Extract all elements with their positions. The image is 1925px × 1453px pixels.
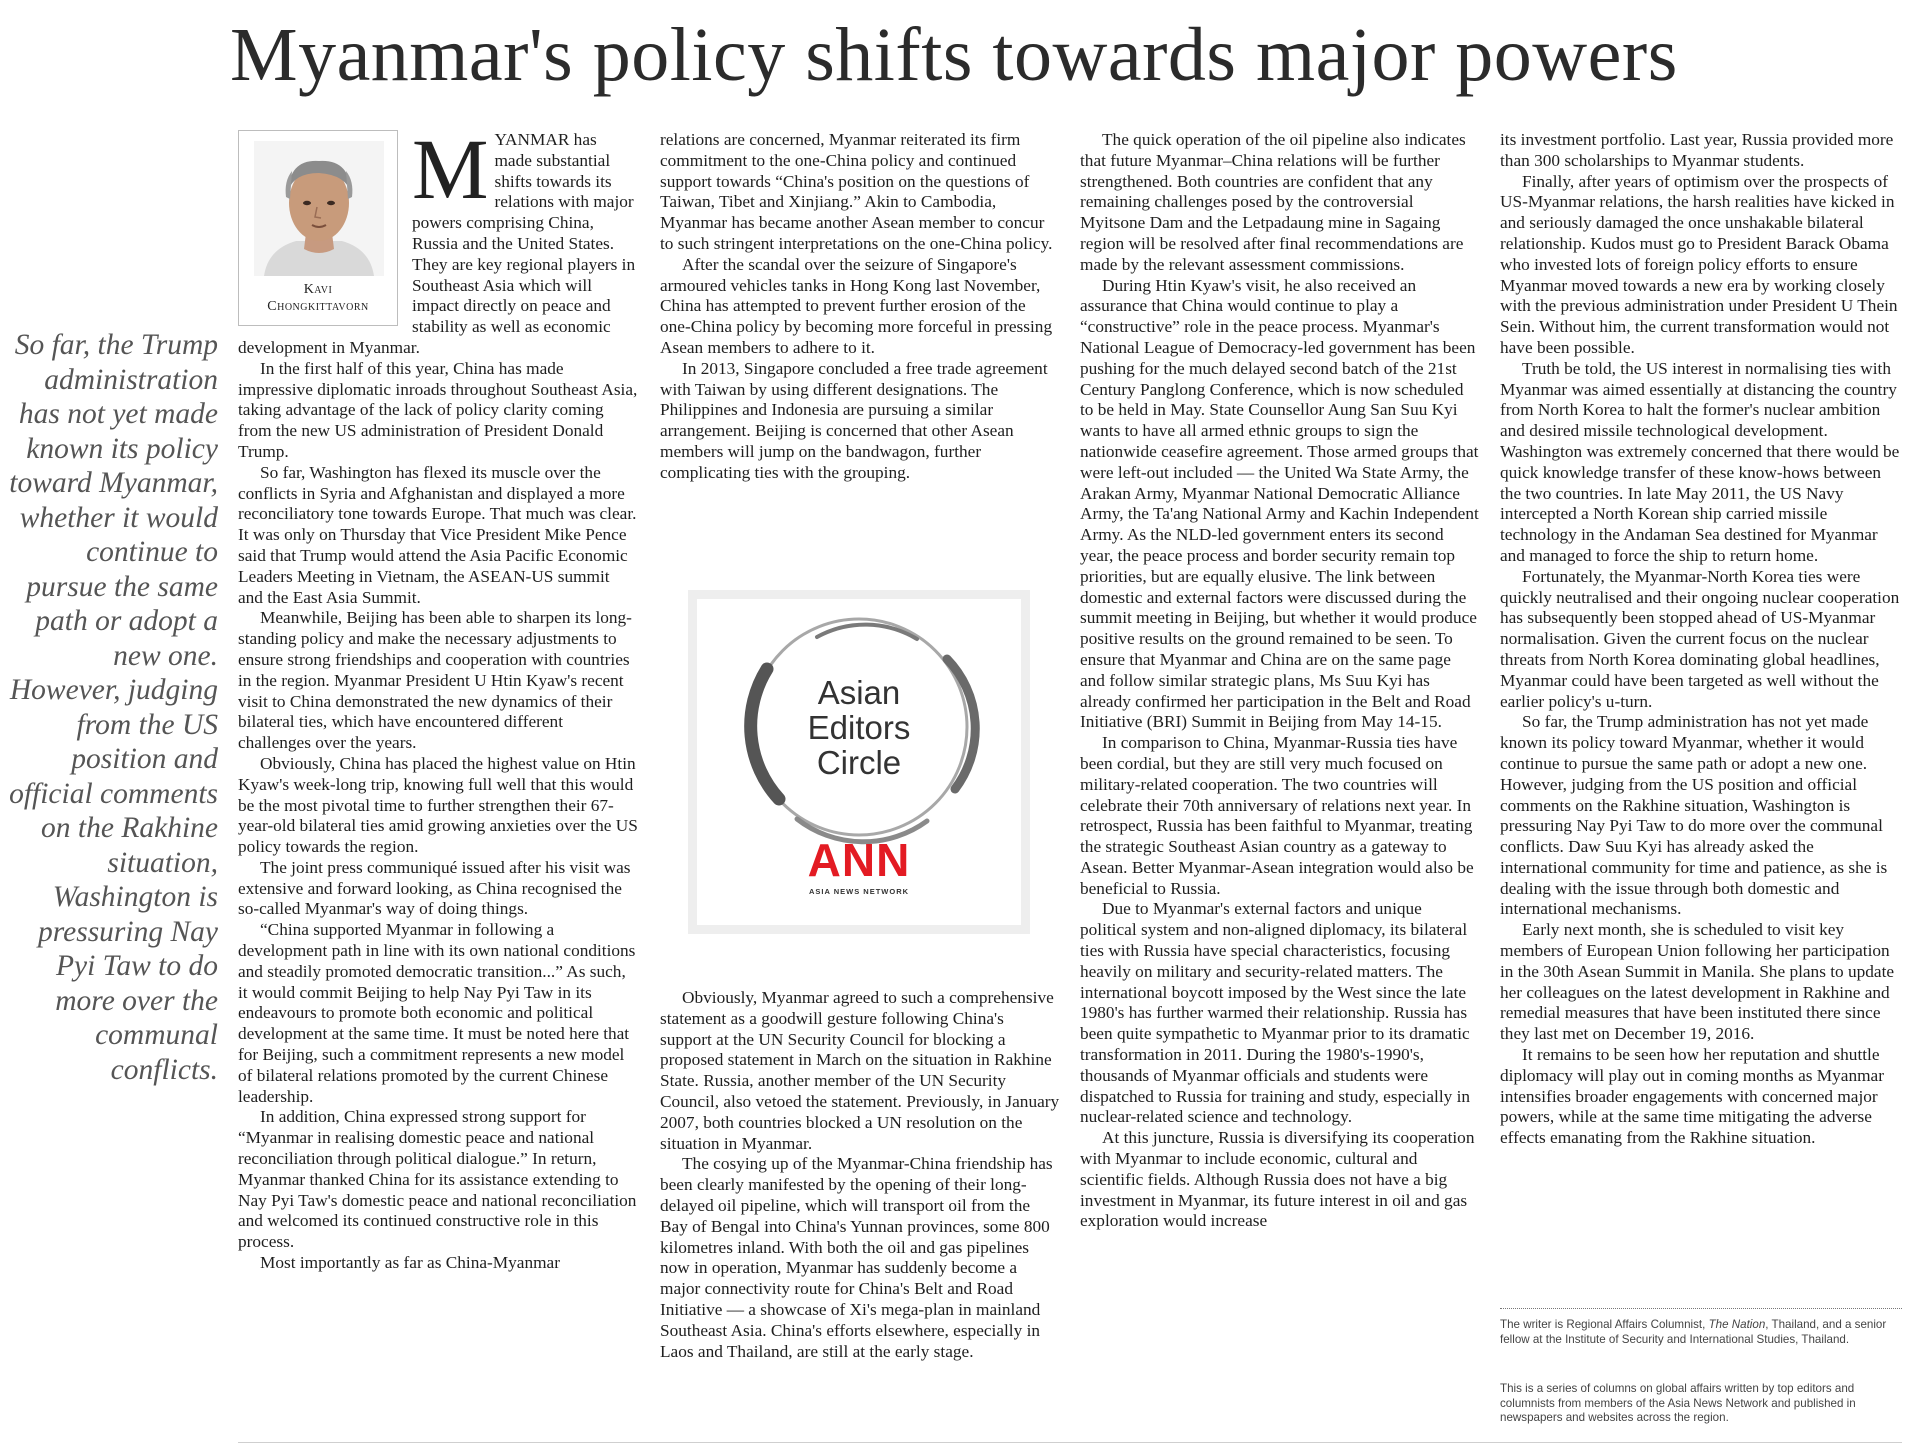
logo-text-line-1: Asian [817,674,901,711]
paragraph: Truth be told, the US interest in normalising ties with Myanmar was aimed essentially at distancing the country from North Korea to halt the former's nuclear ambition and desired missile technological development. Washington was extremely concerned that there would be quick knowledge transfer of these know-hows between the two countries. In late May 2011, the US Navy intercepted a North Korean ship carried missile technology in the Andaman Sea destined for Myanmar and managed to force the ship to return home. [1500,358,1900,565]
ann-logo-mark: ANN [807,834,911,886]
author-portrait [238,130,398,326]
paragraph: So far, the Trump administration has not yet made known its policy toward Myanmar, whether it would continue to pursue the same path or adopt a new one. However, judging from the US position and official comments on the Rakhine situation, Washington is pressuring Nay Pyi Taw to do more over the communal conflicts. Daw Suu Kyi has already asked the international community for time and patience, as she is dealing with the issue through both domestic and international mechanisms. [1500,712,1888,919]
paragraph: its investment portfolio. Last year, Russia provided more than 300 scholarships to Myanmar students. [1500,130,1894,170]
paragraph: The joint press communiqué issued after his visit was extensive and forward looking, as China recognised the so-called Myanmar's way of doing things. [238,857,631,919]
publication-name: The Nation [1708,1318,1766,1331]
paragraph: Obviously, Myanmar agreed to such a comprehensive statement as a goodwill gesture following China's support at the UN Security Council for blocking a proposed statement in March on the situation in Rakhine State. Russia, another member of the UN Security Council, also vetoed the statement. Previously, in January 2007, both countries blocked a UN resolution on the situation in Myanmar. [660,988,1060,1153]
headline: Myanmar's policy shifts towards major powers [230,13,1678,97]
article-column-4 [1500,130,1902,1149]
writer-footnote-text: The writer is Regional Affairs Columnist, [1500,1318,1709,1331]
logo-text-line-3: Circle [816,744,902,781]
paragraph: YANMAR has made substantial shifts towards its relations with major powers comprising China, Russia and the United States. They are key regional players in Southeast Asia which will impact directly on peace and stability as well as economic development in Myanmar. [238,130,636,357]
paragraph: Obviously, China has placed the highest value on Htin Kyaw's week-long trip, knowing full well that this would be the most pivotal time to further strengthen their 67-year-old bilateral ties amid growing anxieties over the US policy towards the region. [238,753,638,857]
article-column-2 [660,130,1060,484]
drop-cap: M [412,121,489,217]
ann-logo-subtitle: ASIA NEWS NETWORK [808,887,910,896]
paragraph: Meanwhile, Beijing has been able to sharpen its long-standing policy and make the necessary adjustments to ensure strong friendships and cooperation with countries in the region. Myanmar President U Htin Kyaw's recent visit to China demonstrated the new dynamics of their bilateral ties, which have encountered different challenges over the years. [238,608,632,753]
paragraph: relations are concerned, Myanmar reiterated its firm commitment to the one-China policy and continued support towards “China's position on the questions of Taiwan, Tibet and Xinjiang.” Akin to Cambodia, Myanmar has became another Asean member to concur to such stringent interpretations on the one-China policy. [660,130,1053,253]
paragraph: Fortunately, the Myanmar-North Korea ties were quickly neutralised and their ongoing nuclear cooperation has subsequently been stopped ahead of US-Myanmar normalisation. Given the current focus on the nuclear threats from North Korea dominating global headlines, Myanmar could have been targeted as well without the earlier policy's u-turn. [1500,566,1900,711]
paragraph: In addition, China expressed strong support for “Myanmar in realising domestic peace and national reconciliation through political dialogue.” In return, Myanmar thanked China for its assistance extending to Nay Pyi Taw's domestic peace and national reconciliation and welcomed its continued constructive role in this process. [238,1107,637,1252]
article-column-3 [1080,130,1480,1232]
paragraph: It remains to be seen how her reputation and shuttle diplomacy will play out in coming months as Myanmar intensifies broader engagements with concerned major powers, while at the same time mitigating the adverse effects emanating from the Rakhine situation. [1500,1045,1884,1148]
paragraph: In 2013, Singapore concluded a free trade agreement with Taiwan by using different designations. The Philippines and Indonesia are pursuing a similar arrangement. Beijing is concerned that other Asean members will jump on the bandwagon, further complicating ties with the grouping. [660,358,1048,482]
asian-editors-circle-logo [688,590,1030,934]
paragraph: So far, Washington has flexed its muscle over the conflicts in Syria and Afghanistan and displayed a more reconciliatory tone towards Europe. That much was clear. It was only on Thursday that Vice President Mike Pence said that Trump would attend the Asia Pacific Economic Leaders Meeting in Vietnam, the ASEAN-US summit and the East Asia Summit. [238,462,637,607]
pull-quote: So far, the Trump administration has not yet made known its policy toward Myanmar, whether it would continue to pursue the same path or adopt a new one. However, judging from the US position and official comments on the Rakhine situation, Washington is pressuring Nay Pyi Taw to do more over the communal conflicts. [9,329,218,1086]
paragraph: In comparison to China, Myanmar-Russia ties have been cordial, but they are still very much focused on military-related cooperation. The two countries will celebrate their 70th anniversary of relations next year. In retrospect, Russia has been faithful to Myanmar, treating the strategic Southeast Asian country as a gateway to Asean. Better Myanmar-Asean integration would also be beneficial to Russia. [1080,733,1474,898]
author-first-name: Kavi [303,282,333,297]
paragraph: “China supported Myanmar in following a development path in line with its own national conditions and steadily promoted democratic transition...” As such, it would commit Beijing to help Nay Pyi Taw in its endeavours to promote both economic and political development at the same time. It must be noted here that for Beijing, such a commitment represents a new model of bilateral relations promoted by the current Chinese leadership. [238,920,636,1106]
paragraph: Finally, after years of optimism over the prospects of US-Myanmar relations, the harsh realities have kicked in and seriously damaged the once unshakable bilateral relationship. Kudos must go to President Barack Obama who invested lots of foreign policy efforts to ensure Myanmar moved towards a new era by working closely with the previous administration under President U Thein Sein. Without him, the current transformation would not have been possible. [1500,171,1898,357]
author-byline [239,281,397,315]
author-last-name: Chongkittavorn [267,299,369,314]
paragraph: Due to Myanmar's external factors and unique political system and non-aligned diplomacy, its bilateral ties with Russia have special characteristics, focusing heavily on military and security-related matters. The international boycott imposed by the West since the late 1980's has further warmed their relationship. Russia has been quite sympathetic to Myanmar prior to its dramatic transformation in 2011. During the 1980's-1990's, thousands of Myanmar officials and students were dispatched to Russia for training and study, especially in nuclear-related science and technology. [1080,899,1471,1127]
writer-footnote [1500,1318,1902,1347]
paragraph: Most importantly as far as China-Myanmar [260,1253,560,1273]
paragraph: The quick operation of the oil pipeline also indicates that future Myanmar–China relations will be further strengthened. Both countries are confident that any remaining challenges posed by the controversial Myitsone Dam and the Letpadaung mine in Sagaing region will be resolved after final recommendations are made by the relevant assessment commissions. [1080,130,1466,274]
writer-footnote-text-end: , Thailand, and a senior fellow at the Institute of Security and International Studies, Thailand. [1500,1318,1887,1346]
article-column-1 [238,121,638,1274]
footnote-divider [1500,1308,1902,1309]
author-photo-icon [254,141,384,276]
paragraph: After the scandal over the seizure of Singapore's armoured vehicles tanks in Hong Kong last November, China has attempted to prevent further erosion of the one-China policy by becoming more forceful in pressing Asean members to adhere to it. [660,254,1053,357]
paragraph: The cosying up of the Myanmar-China friendship has been clearly manifested by the opening of their long-delayed oil pipeline, which will transport oil from the Bay of Bengal into China's Yunnan provinces, some 800 kilometres inland. With both the oil and gas pipelines now in operation, Myanmar has suddenly become a major connectivity route for China's Belt and Road Initiative — a showcase of Xi's mega-plan in mainland Southeast Asia. China's efforts elsewhere, especially in Laos and Thailand, are still at the early stage. [660,1154,1053,1361]
paragraph: In the first half of this year, China has made impressive diplomatic inroads throughout Southeast Asia, taking advantage of the lack of policy clarity coming from the new US administration of President Donald Trump. [238,358,638,461]
paragraph: At this juncture, Russia is diversifying its cooperation with Myanmar to include economic, cultural and scientific fields. Although Russia does not have a big investment in Myanmar, its future interest in oil and gas exploration would increase [1080,1128,1475,1231]
paragraph: Early next month, she is scheduled to visit key members of European Union following her participation in the 30th Asean Summit in Manila. She plans to update her colleagues on the latest development in Rakhine and remedial measures that have been instituted there since they last met on December 19, 2016. [1500,920,1895,1044]
page-bottom-rule [238,1442,1902,1443]
article-column-2-continued [660,988,1060,1362]
series-footnote: This is a series of columns on global affairs written by top editors and columnists from members of the Asia News Network and published in newspapers and websites across the region. [1500,1382,1856,1424]
paragraph: During Htin Kyaw's visit, he also received an assurance that China would continue to play a “constructive” role in the peace process. Myanmar's National League of Democracy-led government has been pushing for the much delayed second batch of the 21st Century Panglong Conference, which is now scheduled to be held in May. State Counsellor Aung San Suu Kyi wants to have all armed ethnic groups to sign the nationwide ceasefire agreement. Those armed groups that were left-out included — the United Wa State Army, the Arakan Army, Myanmar National Democratic Alliance Army, the Ta'ang National Army and Kachin Independent Army. As the NLD-led government enters its second year, the peace process and border security remain top priorities, but are equally elusive. The link between domestic and external factors were discussed during the summit meeting in Beijing, but whether it would produce positive results on the ground remained to be seen. To ensure that Myanmar and China are on the same page and follow similar strategic plans, Ms Suu Kyi has already confirmed her participation in the Belt and Road Initiative (BRI) Summit in Beijing from May 14-15. [1080,275,1479,732]
logo-text-line-2: Editors [807,709,911,746]
